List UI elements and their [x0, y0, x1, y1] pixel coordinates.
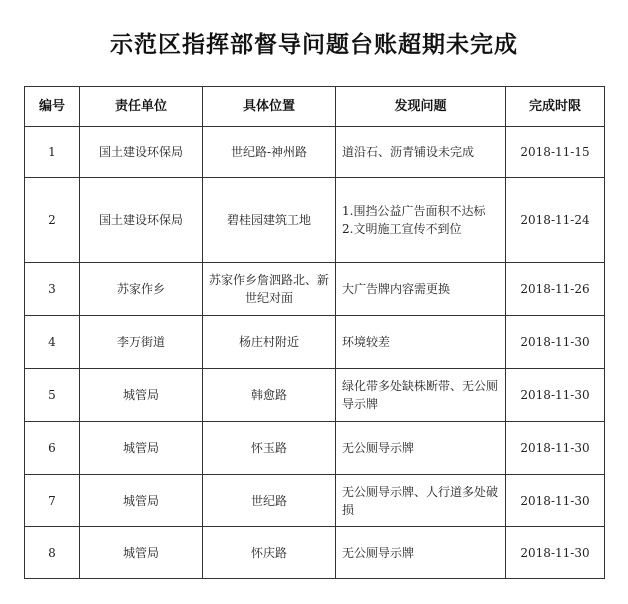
cell-location: 韩愈路: [203, 369, 336, 422]
table-row: [25, 475, 605, 527]
cell-responsible-unit: 城管局: [80, 527, 203, 579]
table-row: [25, 178, 605, 263]
issue-text: 道沿石、沥青铺设未完成: [342, 145, 475, 159]
cell-number: 5: [25, 369, 80, 422]
issue-text: 无公厕导示牌: [342, 545, 415, 560]
cell-deadline: 2018-11-30: [506, 369, 605, 422]
cell-deadline: 2018-11-30: [506, 316, 605, 369]
cell-number: 1: [25, 127, 80, 178]
issue-text: 大广告牌内容需更换: [342, 282, 451, 296]
cell-responsible-unit: 苏家作乡: [80, 263, 203, 316]
table-header-row: [25, 87, 605, 127]
cell-number: 7: [25, 475, 80, 527]
issue-text: 环境较差: [342, 335, 391, 349]
table-row: [25, 263, 605, 316]
cell-number: 4: [25, 316, 80, 369]
overdue-issues-table: [24, 86, 605, 579]
cell-location: 碧桂园建筑工地: [203, 178, 336, 263]
issue-text: 绿化带多处缺株断带、无公厕导示牌: [342, 379, 499, 411]
table-row: [25, 127, 605, 178]
cell-issue: [336, 422, 506, 475]
issue-text: 1.围挡公益广告面积不达标: [342, 204, 486, 218]
header-deadline: 完成时限: [506, 87, 605, 127]
header-location: 具体位置: [203, 87, 336, 127]
header-responsible-unit: 责任单位: [80, 87, 203, 127]
cell-number: 2: [25, 178, 80, 263]
issue-text: 无公厕导示牌、人行道多处破损: [342, 484, 499, 517]
header-issue: 发现问题: [336, 87, 506, 127]
cell-deadline: 2018-11-30: [506, 422, 605, 475]
cell-number: 6: [25, 422, 80, 475]
cell-responsible-unit: 城管局: [80, 369, 203, 422]
cell-issue: [336, 263, 506, 316]
cell-issue: [336, 178, 506, 263]
table-row: [25, 422, 605, 475]
cell-deadline: 2018-11-30: [506, 475, 605, 527]
issue-text: 无公厕导示牌: [342, 441, 415, 455]
cell-location: 怀庆路: [203, 527, 336, 579]
table-row: [25, 316, 605, 369]
cell-issue: [336, 475, 506, 527]
cell-location: 怀玉路: [203, 422, 336, 475]
table-row: [25, 527, 605, 579]
cell-responsible-unit: 李万街道: [80, 316, 203, 369]
cell-responsible-unit: 城管局: [80, 475, 203, 527]
cell-location: 苏家作乡詹泗路北、新世纪对面: [203, 263, 336, 316]
cell-issue: [336, 369, 506, 422]
cell-location: 杨庄村附近: [203, 316, 336, 369]
cell-issue: [336, 527, 506, 579]
cell-deadline: 2018-11-26: [506, 263, 605, 316]
cell-location: 世纪路: [203, 475, 336, 527]
document-title: 示范区指挥部督导问题台账超期未完成: [110, 32, 518, 58]
issue-text: 2.文明施工宣传不到位: [342, 222, 462, 236]
cell-issue: [336, 127, 506, 178]
cell-deadline: 2018-11-30: [506, 527, 605, 579]
table-body: [25, 127, 605, 579]
cell-responsible-unit: 国土建设环保局: [80, 127, 203, 178]
cell-responsible-unit: 国土建设环保局: [80, 178, 203, 263]
header-number: 编号: [25, 87, 80, 127]
cell-deadline: 2018-11-24: [506, 178, 605, 263]
cell-deadline: 2018-11-15: [506, 127, 605, 178]
cell-number: 8: [25, 527, 80, 579]
cell-responsible-unit: 城管局: [80, 422, 203, 475]
cell-number: 3: [25, 263, 80, 316]
table-row: [25, 369, 605, 422]
cell-issue: [336, 316, 506, 369]
cell-location: 世纪路-神州路: [203, 127, 336, 178]
